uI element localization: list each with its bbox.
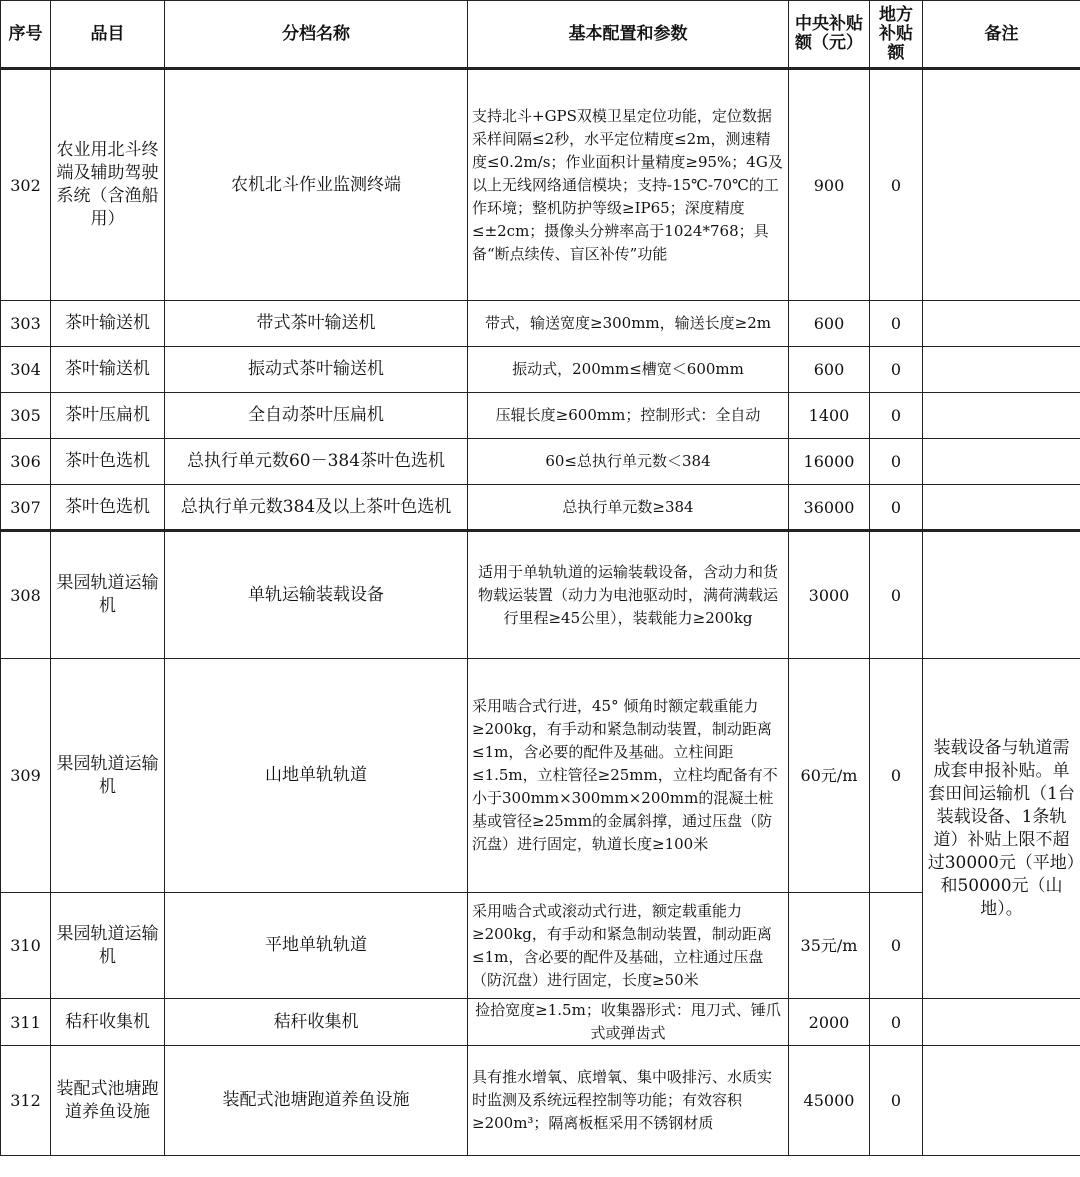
cell-spec: 捡拾宽度≥1.5m；收集器形式：甩刀式、锤爪式或弹齿式 [468, 999, 789, 1046]
cell-item: 农业用北斗终端及辅助驾驶系统（含渔船用） [51, 69, 165, 301]
cell-item: 装配式池塘跑道养鱼设施 [51, 1046, 165, 1156]
cell-spec: 带式，输送宽度≥300mm，输送长度≥2m [468, 301, 789, 347]
cell-seq: 312 [1, 1046, 51, 1156]
cell-seq: 311 [1, 999, 51, 1046]
header-remark: 备注 [923, 1, 1080, 69]
cell-spec: 支持北斗+GPS双模卫星定位功能，定位数据采样间隔≤2秒，水平定位精度≤2m，测速精度≤0.2m/s；作业面积计量精度≥95%；4G及以上无线网络通信模块；支持-15℃-70℃的工作环境；整机防护等级≥IP65；深度精度≤±2cm；摄像头分辨率高于1024*768；具备“断点续传、盲区补传”功能 [468, 69, 789, 301]
cell-item: 果园轨道运输机 [51, 893, 165, 999]
cell-seq: 307 [1, 485, 51, 531]
header-row [1, 1, 1080, 69]
cell-remark [923, 347, 1080, 393]
cell-tier: 秸秆收集机 [165, 999, 468, 1046]
table-row [1, 485, 1080, 531]
header-local: 地方补贴额 [870, 1, 923, 69]
cell-item: 茶叶压扁机 [51, 393, 165, 439]
cell-remark [923, 999, 1080, 1046]
cell-remark [923, 1046, 1080, 1156]
cell-local: 0 [870, 1046, 923, 1156]
header-item: 品目 [51, 1, 165, 69]
cell-central: 3000 [789, 531, 870, 659]
table-row [1, 439, 1080, 485]
cell-item: 果园轨道运输机 [51, 531, 165, 659]
cell-seq: 309 [1, 659, 51, 893]
table-row [1, 999, 1080, 1046]
cell-remark-group: 装载设备与轨道需成套申报补贴。单套田间运输机（1台装载设备、1条轨道）补贴上限不超过30000元（平地）和50000元（山地）。 [923, 659, 1080, 999]
cell-local: 0 [870, 393, 923, 439]
cell-central: 600 [789, 301, 870, 347]
cell-local: 0 [870, 999, 923, 1046]
cell-item: 茶叶色选机 [51, 485, 165, 531]
cell-central: 36000 [789, 485, 870, 531]
header-seq: 序号 [1, 1, 51, 69]
cell-spec: 振动式，200mm≤槽宽＜600mm [468, 347, 789, 393]
cell-remark [923, 439, 1080, 485]
cell-tier: 带式茶叶输送机 [165, 301, 468, 347]
cell-item: 秸秆收集机 [51, 999, 165, 1046]
cell-spec: 采用啮合式或滚动式行进，额定载重能力≥200kg，有手动和紧急制动装置，制动距离≤1m，含必要的配件及基础，立柱通过压盘（防沉盘）进行固定，长度≥50米 [468, 893, 789, 999]
cell-local: 0 [870, 301, 923, 347]
cell-tier: 装配式池塘跑道养鱼设施 [165, 1046, 468, 1156]
cell-remark [923, 393, 1080, 439]
cell-central: 45000 [789, 1046, 870, 1156]
cell-central: 60元/m [789, 659, 870, 893]
cell-spec: 采用啮合式行进，45° 倾角时额定载重能力≥200kg，有手动和紧急制动装置，制动距离≤1m，含必要的配件及基础。立柱间距≤1.5m，立柱管径≥25mm，立柱均配备有不小于300mm×300mm×200mm的混凝土桩基或管径≥25mm的金属斜撑，通过压盘（防沉盘）进行固定，轨道长度≥100米 [468, 659, 789, 893]
cell-central: 35元/m [789, 893, 870, 999]
header-spec: 基本配置和参数 [468, 1, 789, 69]
cell-central: 600 [789, 347, 870, 393]
cell-tier: 全自动茶叶压扁机 [165, 393, 468, 439]
cell-seq: 310 [1, 893, 51, 999]
cell-remark [923, 485, 1080, 531]
cell-tier: 山地单轨轨道 [165, 659, 468, 893]
cell-item: 果园轨道运输机 [51, 659, 165, 893]
cell-seq: 303 [1, 301, 51, 347]
cell-spec: 60≤总执行单元数＜384 [468, 439, 789, 485]
cell-central: 2000 [789, 999, 870, 1046]
table-row [1, 893, 1080, 999]
table-row [1, 347, 1080, 393]
cell-spec: 总执行单元数≥384 [468, 485, 789, 531]
table-row [1, 531, 1080, 659]
cell-tier: 农机北斗作业监测终端 [165, 69, 468, 301]
header-tier: 分档名称 [165, 1, 468, 69]
cell-item: 茶叶输送机 [51, 301, 165, 347]
cell-tier: 单轨运输装载设备 [165, 531, 468, 659]
cell-remark [923, 531, 1080, 659]
cell-seq: 305 [1, 393, 51, 439]
cell-local: 0 [870, 485, 923, 531]
table-row [1, 69, 1080, 301]
cell-spec: 压辊长度≥600mm；控制形式：全自动 [468, 393, 789, 439]
cell-central: 1400 [789, 393, 870, 439]
cell-local: 0 [870, 659, 923, 893]
cell-seq: 302 [1, 69, 51, 301]
cell-tier: 振动式茶叶输送机 [165, 347, 468, 393]
table-row [1, 659, 1080, 893]
cell-tier: 平地单轨轨道 [165, 893, 468, 999]
cell-seq: 304 [1, 347, 51, 393]
cell-local: 0 [870, 439, 923, 485]
cell-local: 0 [870, 69, 923, 301]
cell-tier: 总执行单元数384及以上茶叶色选机 [165, 485, 468, 531]
cell-remark [923, 69, 1080, 301]
cell-local: 0 [870, 531, 923, 659]
cell-seq: 308 [1, 531, 51, 659]
cell-spec: 具有推水增氧、底增氧、集中吸排污、水质实时监测及系统远程控制等功能；有效容积≥200m³；隔离板框采用不锈钢材质 [468, 1046, 789, 1156]
cell-item: 茶叶色选机 [51, 439, 165, 485]
header-central: 中央补贴额（元） [789, 1, 870, 69]
cell-item: 茶叶输送机 [51, 347, 165, 393]
table-row [1, 393, 1080, 439]
cell-local: 0 [870, 347, 923, 393]
cell-remark [923, 301, 1080, 347]
cell-spec: 适用于单轨轨道的运输装载设备，含动力和货物载运装置（动力为电池驱动时，满荷满载运行里程≥45公里），装载能力≥200kg [468, 531, 789, 659]
cell-tier: 总执行单元数60－384茶叶色选机 [165, 439, 468, 485]
table-row [1, 301, 1080, 347]
cell-seq: 306 [1, 439, 51, 485]
cell-local: 0 [870, 893, 923, 999]
table-row [1, 1046, 1080, 1156]
cell-central: 900 [789, 69, 870, 301]
cell-central: 16000 [789, 439, 870, 485]
